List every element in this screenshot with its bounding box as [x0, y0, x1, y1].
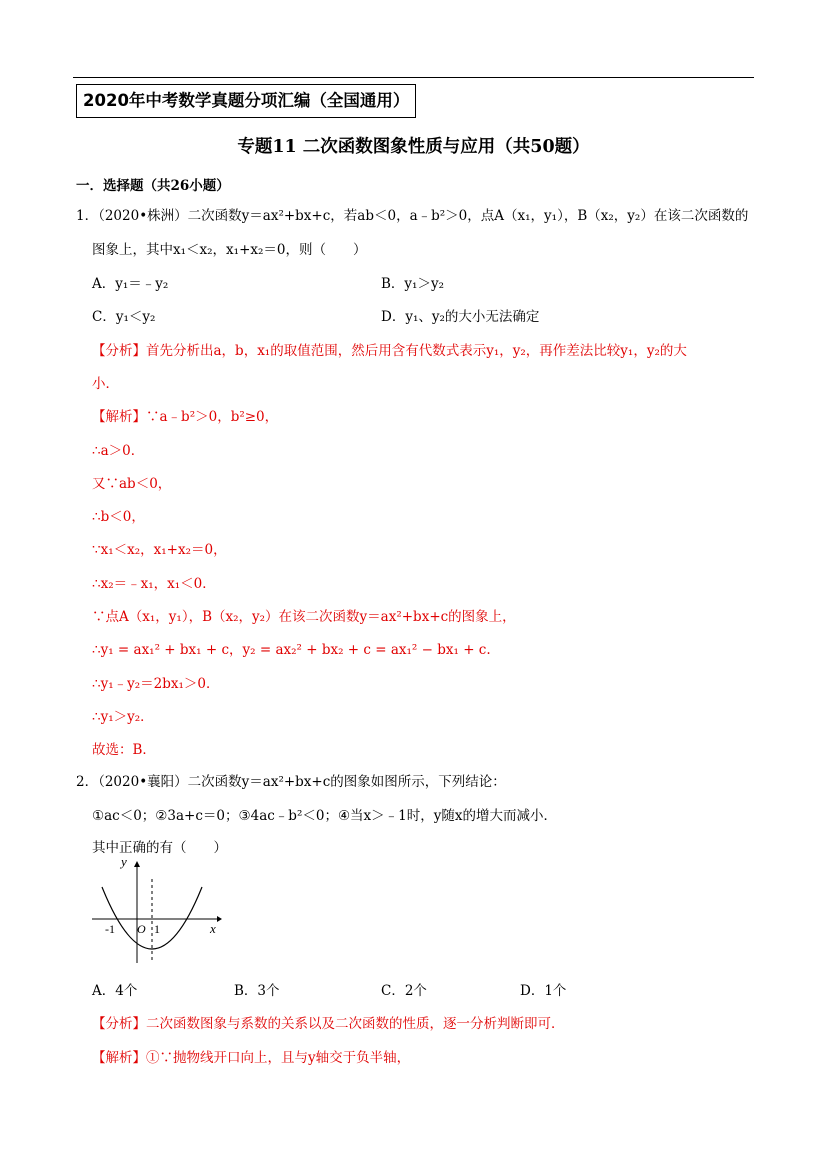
series-title-box: 2020年中考数学真题分项汇编（全国通用） [76, 84, 416, 118]
topic-title: 专题11 二次函数图象性质与应用（共50题） [237, 137, 590, 157]
y-axis-arrow [134, 861, 140, 867]
q1-option-c: C．y₁＜y₂ [92, 309, 156, 325]
q2-parabola-graph [92, 857, 222, 965]
x-axis-arrow [217, 916, 222, 922]
q2-solution-tag: 【解析】 [92, 1050, 146, 1066]
q2-stem-line2: ①ac＜0；②3a+c＝0；③4ac﹣b²＜0；④当x＞﹣1时，y随x的增大而减小． [92, 808, 557, 824]
q2-stem-line3: 其中正确的有（ ） [92, 840, 227, 856]
q1-solution-step-5: ∵x₁＜x₂，x₁+x₂＝0， [92, 542, 227, 558]
q1-analysis-line1 [92, 341, 687, 361]
q1-solution-step-2: ∴a＞0． [92, 443, 145, 459]
q2-solution-line [92, 1048, 410, 1068]
q1-analysis-line2: 小． [92, 376, 119, 392]
q2-analysis-line [92, 1014, 565, 1034]
q1-solution-step-8: ∴y₁ = ax₁² + bx₁ + c，y₂ = ax₂² + bx₂ + c = ax₁² − bx₁ + c. [92, 642, 491, 658]
section-heading: 一．选择题（共26小题） [76, 178, 230, 194]
q1-answer: 故选：B． [92, 742, 156, 758]
root-label: -1 [105, 922, 115, 936]
q1-solution-step-9: ∴y₁﹣y₂＝2bx₁＞0． [92, 676, 220, 692]
q2-solution-text: ①∵抛物线开口向上，且与y轴交于负半轴， [146, 1050, 411, 1066]
origin-label: O [137, 922, 146, 936]
q1-option-a: A．y₁＝﹣y₂ [92, 276, 169, 292]
q1-solution-step-3: 又∵ab＜0， [92, 476, 172, 492]
symmetry-label: 1 [154, 922, 160, 936]
q1-solution-step-6: ∴x₂＝﹣x₁，x₁＜0． [92, 576, 216, 592]
q1-option-b: B．y₁＞y₂ [381, 276, 444, 292]
x-axis-label: x [210, 921, 216, 936]
q2-option-b: B．3个 [234, 983, 280, 999]
q2-option-d: D．1个 [520, 983, 567, 999]
header-rule [73, 77, 754, 78]
q1-stem-line2: 图象上，其中x₁＜x₂，x₁+x₂＝0，则（ ） [92, 242, 367, 258]
q2-analysis-tag: 【分析】 [92, 1016, 146, 1032]
q2-analysis-text: 二次函数图象与系数的关系以及二次函数的性质，逐一分析判断即可． [146, 1016, 565, 1032]
q1-stem-line1: 1．（2020•株洲）二次函数y＝ax²+bx+c，若ab＜0，a﹣b²＞0，点A（x₁，y₁），B（x₂，y₂）在该二次函数的 [76, 208, 749, 224]
q1-solution-step-1: ∵a﹣b²＞0，b²≥0， [146, 409, 279, 425]
q1-solution-tag: 【解析】 [92, 409, 146, 425]
q1-solution-step-7: ∵点A（x₁，y₁），B（x₂，y₂）在该二次函数y＝ax²+bx+c的图象上， [92, 609, 516, 625]
q1-option-d: D．y₁、y₂的大小无法确定 [381, 309, 540, 325]
q2-option-c: C．2个 [381, 983, 427, 999]
q2-stem-line1: 2．（2020•襄阳）二次函数y＝ax²+bx+c的图象如图所示，下列结论： [76, 774, 506, 790]
q1-solution-step-10: ∴y₁＞y₂． [92, 709, 154, 725]
q1-solution-step-4: ∴b＜0， [92, 509, 145, 525]
q1-analysis-text: 首先分析出a，b，x₁的取值范围，然后用含有代数式表示y₁，y₂，再作差法比较y₁，y₂的大 [146, 343, 687, 359]
y-axis-label: y [121, 857, 127, 869]
q2-option-a: A．4个 [92, 983, 138, 999]
q1-solution-line [92, 407, 278, 427]
q1-analysis-tag: 【分析】 [92, 343, 146, 359]
